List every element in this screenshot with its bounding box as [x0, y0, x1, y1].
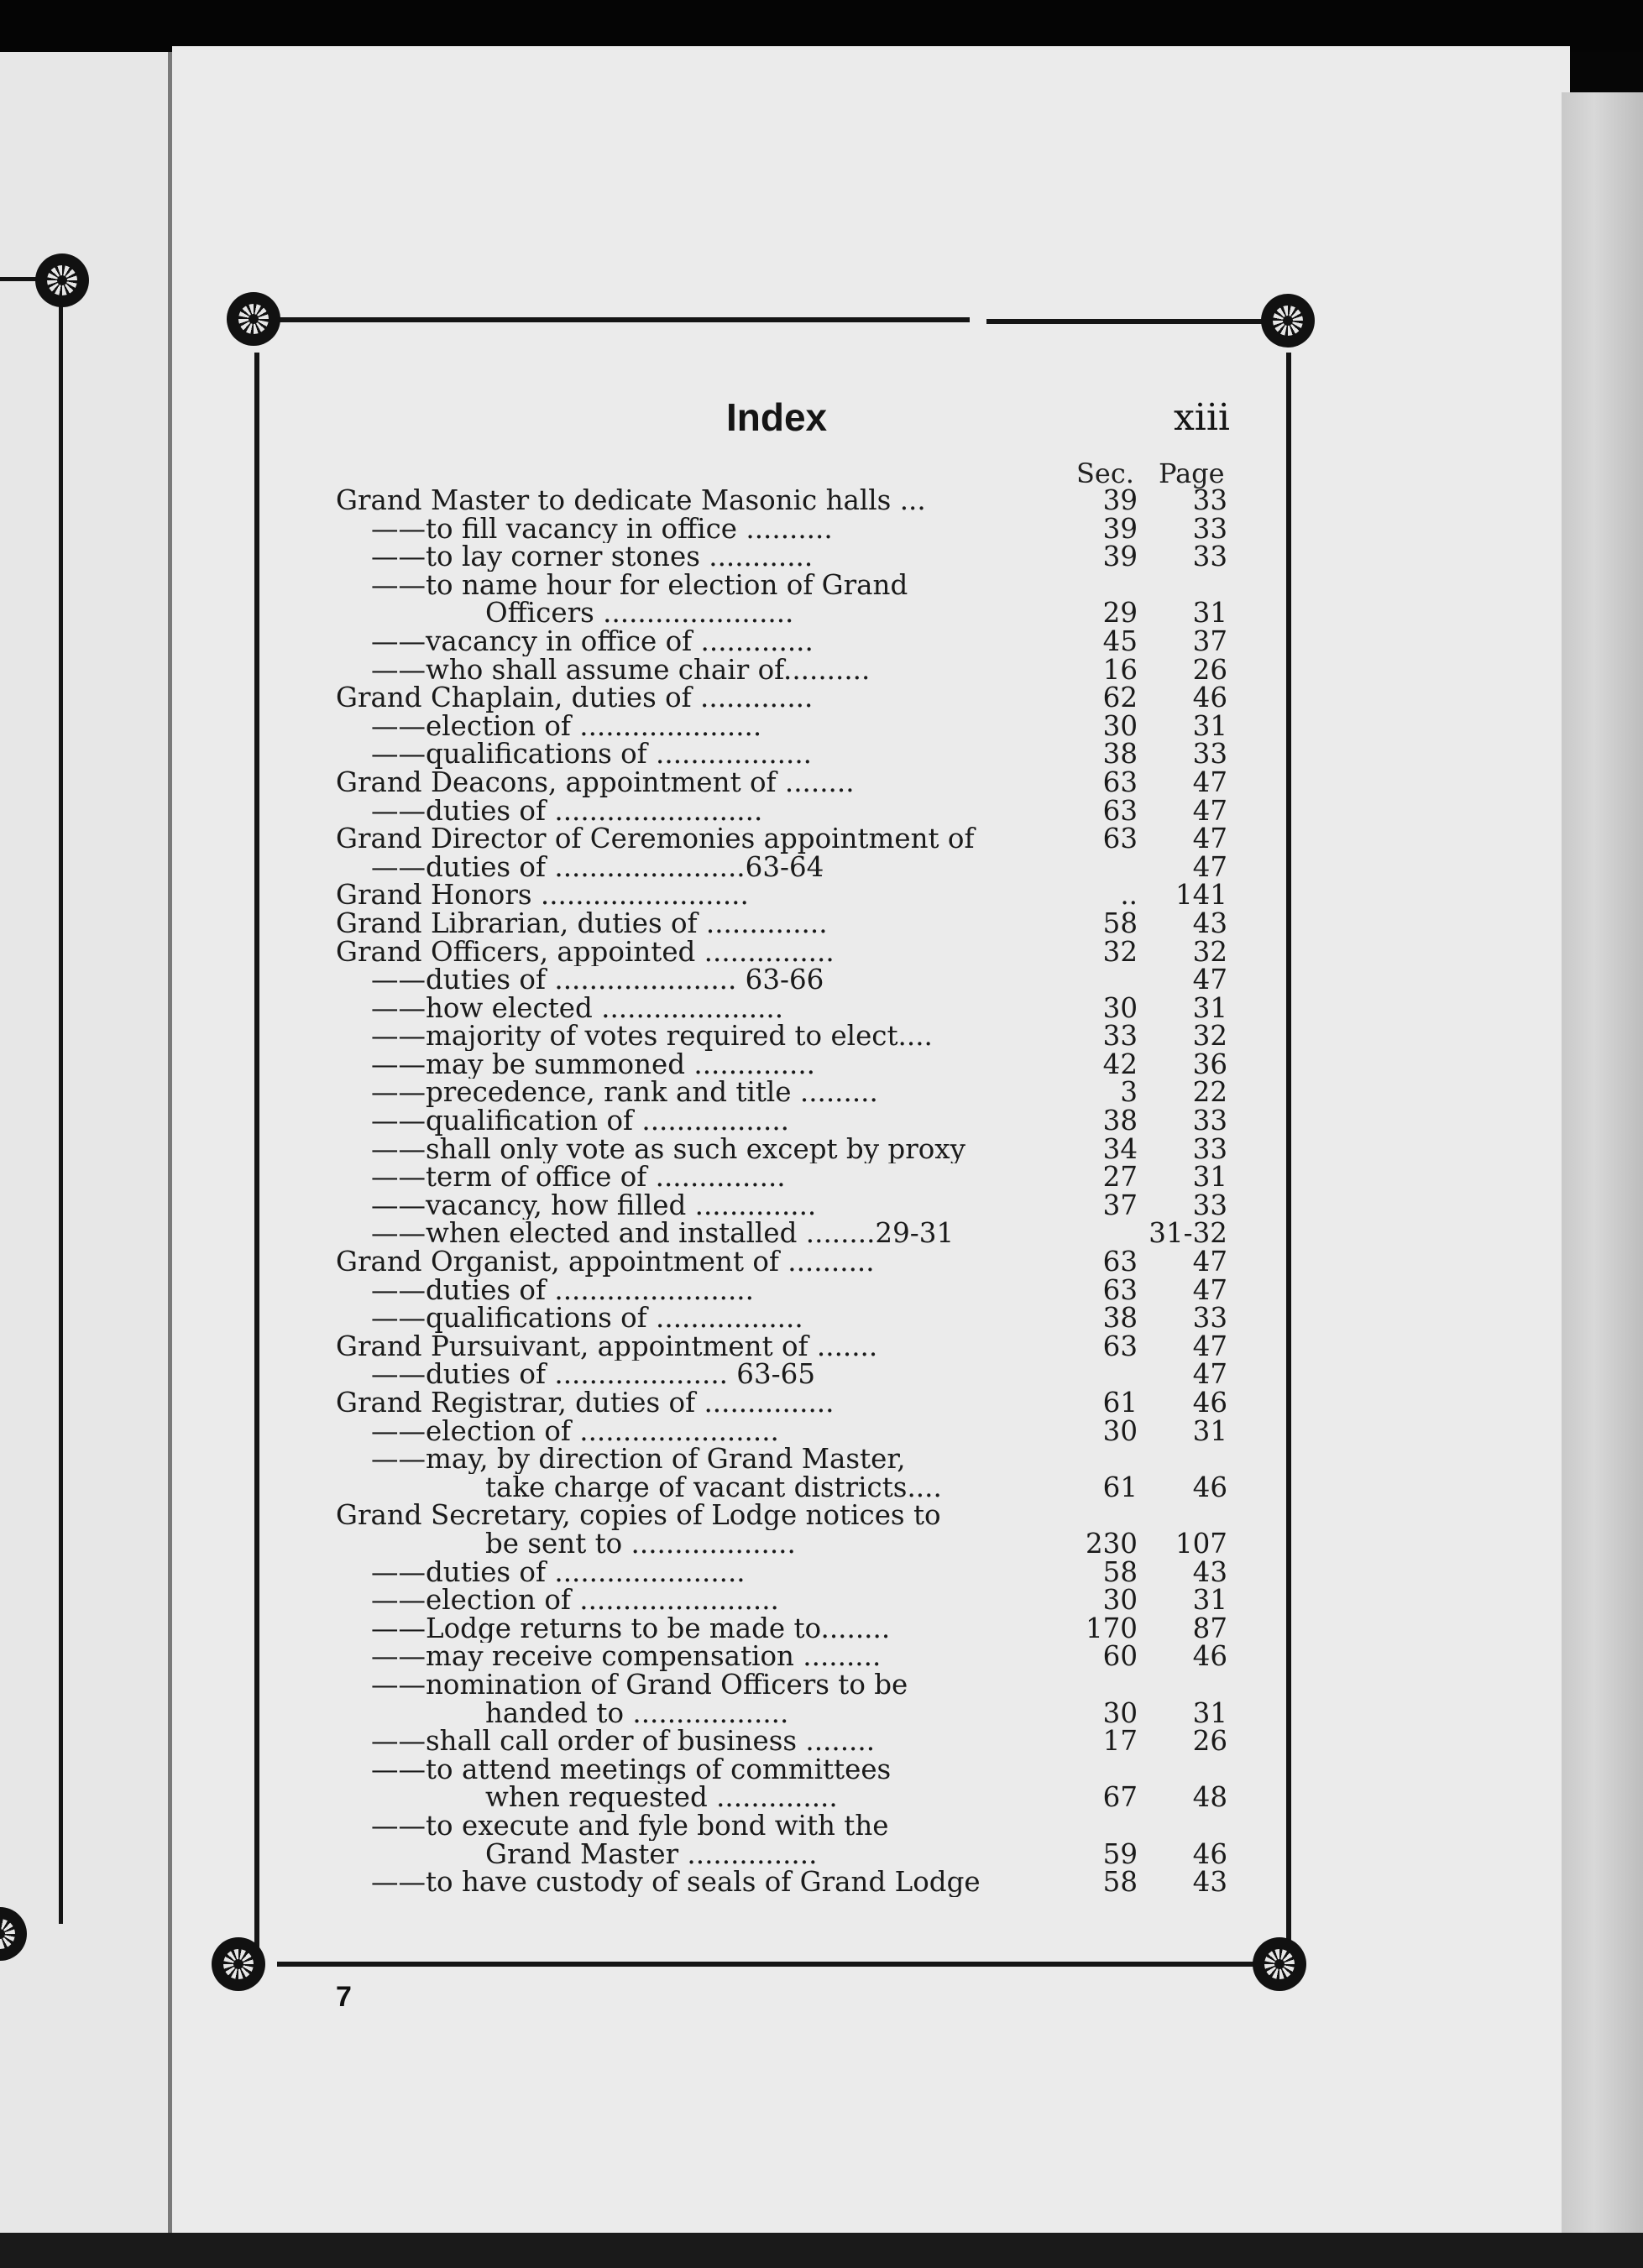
entry-text: ——duties of ..................... 63-66 [371, 966, 824, 995]
entry-page-number: 31 [1192, 597, 1227, 630]
entry-section-number: 61 [1102, 1471, 1138, 1503]
entry-text: ——majority of votes required to elect.... [371, 1022, 933, 1051]
entry-text: ——to name hour for election of Grand [371, 571, 908, 600]
index-entry [336, 1076, 1230, 1109]
entry-page-number: 33 [1192, 1105, 1227, 1137]
entry-text: ——qualifications of .................. [371, 740, 812, 769]
index-entry [336, 484, 1230, 516]
entry-text: ——vacancy, how filled .............. [371, 1191, 817, 1220]
index-entry [336, 572, 1230, 600]
entry-page-number: 33 [1192, 541, 1227, 573]
entry-section-number: 17 [1102, 1725, 1138, 1758]
entry-text: Grand Officers, appointed ............... [336, 938, 835, 967]
entry-page-number: 46 [1192, 682, 1227, 714]
index-entry [336, 1414, 1230, 1447]
entry-page-number: 32 [1192, 935, 1227, 968]
index-entry [336, 709, 1230, 742]
entry-text: ——to have custody of seals of Grand Lodge [371, 1868, 981, 1897]
frame-bottom-rule [277, 1962, 1268, 1967]
entry-section-number: 38 [1102, 738, 1138, 771]
entry-section-number: 30 [1102, 1696, 1138, 1729]
scan-bottom-edge [0, 2233, 1643, 2268]
index-entry [336, 1273, 1230, 1306]
entry-page-number: 31 [1192, 709, 1227, 742]
entry-text: ——may receive compensation ......... [371, 1643, 882, 1671]
entry-page-number: 32 [1192, 1020, 1227, 1053]
entry-section-number: .. [1120, 879, 1138, 912]
entry-text: Grand Registrar, duties of ............... [336, 1389, 835, 1418]
entry-page-number: 43 [1192, 1555, 1227, 1588]
index-entry [336, 1304, 1230, 1333]
frame-right-rule [1286, 353, 1291, 1947]
entry-text: ——term of office of ............... [371, 1163, 786, 1192]
entry-page-number: 31 [1192, 1414, 1227, 1447]
entry-section-number: 34 [1102, 1132, 1138, 1165]
entry-text: when requested .............. [485, 1784, 838, 1812]
entry-page-number: 107 [1175, 1527, 1227, 1560]
index-entry [336, 1527, 1230, 1560]
rosette-ornament-icon [1261, 294, 1315, 348]
index-entry [336, 1868, 1230, 1897]
entry-text: ——to attend meetings of committees [371, 1755, 892, 1785]
entry-page-number: 37 [1192, 624, 1227, 657]
rosette-ornament-icon [0, 1907, 27, 1961]
entry-section-number: 58 [1102, 1866, 1138, 1899]
entry-text: ——qualifications of ................. [371, 1304, 803, 1333]
entry-text: ——how elected ..................... [371, 994, 784, 1023]
index-entry [336, 935, 1230, 968]
index-entry [336, 1837, 1230, 1870]
entry-text: ——to execute and fyle bond with the [371, 1811, 889, 1841]
index-entry [336, 1330, 1230, 1362]
entry-text: ——duties of ...................... [371, 1558, 746, 1587]
frame-top-rule-left [277, 317, 970, 322]
index-entry [336, 1048, 1230, 1080]
entry-text: ——may, by direction of Grand Master, [371, 1445, 906, 1474]
entry-text: ——election of ..................... [371, 712, 762, 741]
entry-section-number: 230 [1085, 1527, 1138, 1560]
entry-section-number: 30 [1102, 1584, 1138, 1617]
index-entry [336, 881, 1230, 910]
rosette-ornament-icon [1253, 1937, 1306, 1991]
entry-page-number: 47 [1192, 964, 1227, 996]
entry-text: ——qualification of ................. [371, 1107, 789, 1136]
entry-section-number: 30 [1102, 991, 1138, 1024]
entry-text: ——to fill vacancy in office .......... [371, 515, 833, 544]
entry-section-number: 63 [1102, 1330, 1138, 1362]
entry-text: ——Lodge returns to be made to........ [371, 1614, 891, 1644]
index-entry [336, 1132, 1230, 1165]
entry-page-number: 47 [1192, 850, 1227, 883]
index-entry [336, 1189, 1230, 1221]
entry-text: ——to lay corner stones ............ [371, 543, 814, 572]
entry-section-number: 32 [1102, 935, 1138, 968]
entry-text: ——duties of ....................... [371, 1276, 754, 1305]
entry-section-number: 59 [1102, 1837, 1138, 1870]
entry-page-number: 48 [1192, 1781, 1227, 1814]
entry-section-number: 45 [1102, 624, 1138, 657]
rosette-ornament-icon [212, 1937, 265, 1991]
index-entry [336, 794, 1230, 827]
entry-section-number: 58 [1102, 1555, 1138, 1588]
index-entry [336, 1217, 1230, 1250]
index-entry [336, 1696, 1230, 1729]
entry-section-number: 63 [1102, 766, 1138, 798]
entry-page-number: 87 [1192, 1612, 1227, 1644]
index-entry [336, 1107, 1230, 1136]
entry-section-number: 63 [1102, 1273, 1138, 1306]
page-edge [1562, 92, 1643, 2268]
entry-text: Grand Director of Ceremonies appointment of [336, 825, 975, 854]
index-entry [336, 850, 1230, 883]
entry-text: Grand Librarian, duties of .............. [336, 909, 828, 938]
entry-text: handed to .................. [485, 1699, 789, 1728]
entry-text: ——duties of ........................ [371, 797, 763, 826]
entry-section-number: 37 [1102, 1189, 1138, 1221]
entry-page-number: 47 [1192, 766, 1227, 798]
rosette-ornament-icon [35, 253, 89, 307]
scan-top-edge [0, 0, 1643, 52]
entry-section-number: 38 [1102, 1105, 1138, 1137]
frame-top-rule-right [986, 319, 1280, 324]
entry-page-number: 33 [1192, 1132, 1227, 1165]
entry-text: ——who shall assume chair of.......... [371, 656, 871, 685]
entry-text: Grand Organist, appointment of .......... [336, 1248, 875, 1277]
entry-text: ——precedence, rank and title ......... [371, 1079, 878, 1108]
entry-text: ——election of ....................... [371, 1417, 779, 1446]
entry-page-number: 33 [1192, 512, 1227, 545]
entry-page-number: 31 [1192, 1161, 1227, 1194]
index-entry [336, 1781, 1230, 1814]
index-entry [336, 1640, 1230, 1673]
index-entry [336, 1586, 1230, 1615]
entry-text: ——nomination of Grand Officers to be [371, 1670, 908, 1700]
entry-page-number: 47 [1192, 794, 1227, 827]
index-entry [336, 1555, 1230, 1588]
entry-section-number: 16 [1102, 653, 1138, 686]
entry-section-number: 29 [1102, 597, 1138, 630]
index-entry [336, 1358, 1230, 1391]
entry-section-number: 63 [1102, 794, 1138, 827]
index-entry [336, 1812, 1230, 1841]
index-entry [336, 825, 1230, 854]
index-entry [336, 1471, 1230, 1503]
entry-text: ——may be summoned .............. [371, 1050, 815, 1079]
entry-text: Grand Master to dedicate Masonic halls ... [336, 487, 926, 515]
entry-section-number: 3 [1120, 1076, 1138, 1109]
sec-column-header: Sec. [1076, 457, 1134, 489]
entry-text: ——duties of .................... 63-65 [371, 1361, 815, 1389]
entry-page-number: 46 [1192, 1387, 1227, 1419]
entry-text: Grand Deacons, appointment of ........ [336, 768, 855, 797]
entry-text: ——shall call order of business ........ [371, 1727, 876, 1756]
entry-page-number: 31 [1192, 1584, 1227, 1617]
page-title: Index [726, 395, 828, 439]
index-entry [336, 907, 1230, 939]
entry-page-number: 31 [1192, 1696, 1227, 1729]
index-entry [336, 1389, 1230, 1418]
facing-page-border-side [59, 304, 63, 1924]
entry-text: ——when elected and installed ........29-31 [371, 1220, 955, 1249]
index-entry [336, 684, 1230, 713]
index-entry [336, 740, 1230, 769]
entry-page-number: 47 [1192, 823, 1227, 855]
index-entry [336, 512, 1230, 545]
entry-page-number: 26 [1192, 1725, 1227, 1758]
entry-text: take charge of vacant districts.... [485, 1473, 942, 1502]
column-headers [336, 457, 1230, 488]
index-entry [336, 766, 1230, 798]
folio-number: 7 [336, 1981, 352, 2013]
index-entry [336, 966, 1230, 995]
entry-text: ——election of ....................... [371, 1586, 779, 1615]
entry-section-number: 62 [1102, 682, 1138, 714]
index-entry [336, 1445, 1230, 1474]
entry-text: Grand Master ............... [485, 1840, 818, 1869]
entry-text: Grand Pursuivant, appointment of ....... [336, 1332, 878, 1361]
entry-text: Grand Honors ........................ [336, 881, 749, 910]
entry-text: be sent to ................... [485, 1529, 796, 1559]
entry-section-number: 39 [1102, 484, 1138, 516]
entry-page-number: 26 [1192, 653, 1227, 686]
entry-page-number: 46 [1192, 1640, 1227, 1673]
page-column-header: Page [1159, 457, 1225, 489]
entry-page-number: 46 [1192, 1471, 1227, 1503]
entry-page-number: 43 [1192, 907, 1227, 939]
entry-text: ——shall only vote as such except by proxy [371, 1135, 965, 1164]
entry-page-number: 141 [1175, 879, 1227, 912]
page-number-roman: xiii [1173, 396, 1230, 439]
index-entry [336, 1756, 1230, 1785]
entry-text: Grand Chaplain, duties of ............. [336, 684, 814, 713]
entry-page-number: 47 [1192, 1330, 1227, 1362]
entry-page-number: 47 [1192, 1246, 1227, 1278]
index-entry [336, 599, 1230, 628]
entry-page-number: 33 [1192, 738, 1227, 771]
entry-page-number: 43 [1192, 1866, 1227, 1899]
entry-section-number: 30 [1102, 709, 1138, 742]
entry-section-number: 42 [1102, 1048, 1138, 1080]
entry-page-number: 33 [1192, 1302, 1227, 1335]
entry-section-number: 39 [1102, 541, 1138, 573]
entry-section-number: 60 [1102, 1640, 1138, 1673]
entry-text: ——duties of ......................63-64 [371, 853, 824, 882]
entry-page-number: 31 [1192, 991, 1227, 1024]
entry-page-number: 47 [1192, 1273, 1227, 1306]
frame-left-rule [254, 353, 259, 1947]
entry-text: ——vacancy in office of ............. [371, 627, 814, 656]
entry-section-number: 61 [1102, 1387, 1138, 1419]
index-entry [336, 1727, 1230, 1756]
entry-section-number: 30 [1102, 1414, 1138, 1447]
entry-page-number: 22 [1192, 1076, 1227, 1109]
entry-section-number: 67 [1102, 1781, 1138, 1814]
entry-section-number: 39 [1102, 512, 1138, 545]
entry-text: Officers ...................... [485, 599, 794, 628]
entry-section-number: 33 [1102, 1020, 1138, 1053]
index-entry [336, 1163, 1230, 1192]
page-header [336, 395, 1230, 453]
index-entry [336, 1671, 1230, 1700]
entry-section-number: 38 [1102, 1302, 1138, 1335]
entry-section-number: 58 [1102, 907, 1138, 939]
entry-page-number: 31-32 [1149, 1217, 1227, 1250]
index-entry [336, 1612, 1230, 1644]
entry-page-number: 33 [1192, 484, 1227, 516]
index-entry [336, 1248, 1230, 1277]
entry-page-number: 36 [1192, 1048, 1227, 1080]
entry-section-number: 63 [1102, 1246, 1138, 1278]
entry-page-number: 33 [1192, 1189, 1227, 1221]
entry-text: Grand Secretary, copies of Lodge notices to [336, 1502, 941, 1530]
index-entry [336, 991, 1230, 1024]
entry-page-number: 47 [1192, 1358, 1227, 1391]
index-list [336, 484, 1230, 1899]
rosette-ornament-icon [227, 292, 280, 346]
index-entry [336, 1022, 1230, 1051]
index-entry [336, 543, 1230, 572]
entry-section-number: 27 [1102, 1161, 1138, 1194]
index-entry [336, 624, 1230, 657]
facing-page [0, 52, 172, 2268]
index-entry [336, 653, 1230, 686]
entry-page-number: 46 [1192, 1837, 1227, 1870]
index-entry [336, 1502, 1230, 1530]
entry-section-number: 63 [1102, 823, 1138, 855]
entry-section-number: 170 [1085, 1612, 1138, 1644]
